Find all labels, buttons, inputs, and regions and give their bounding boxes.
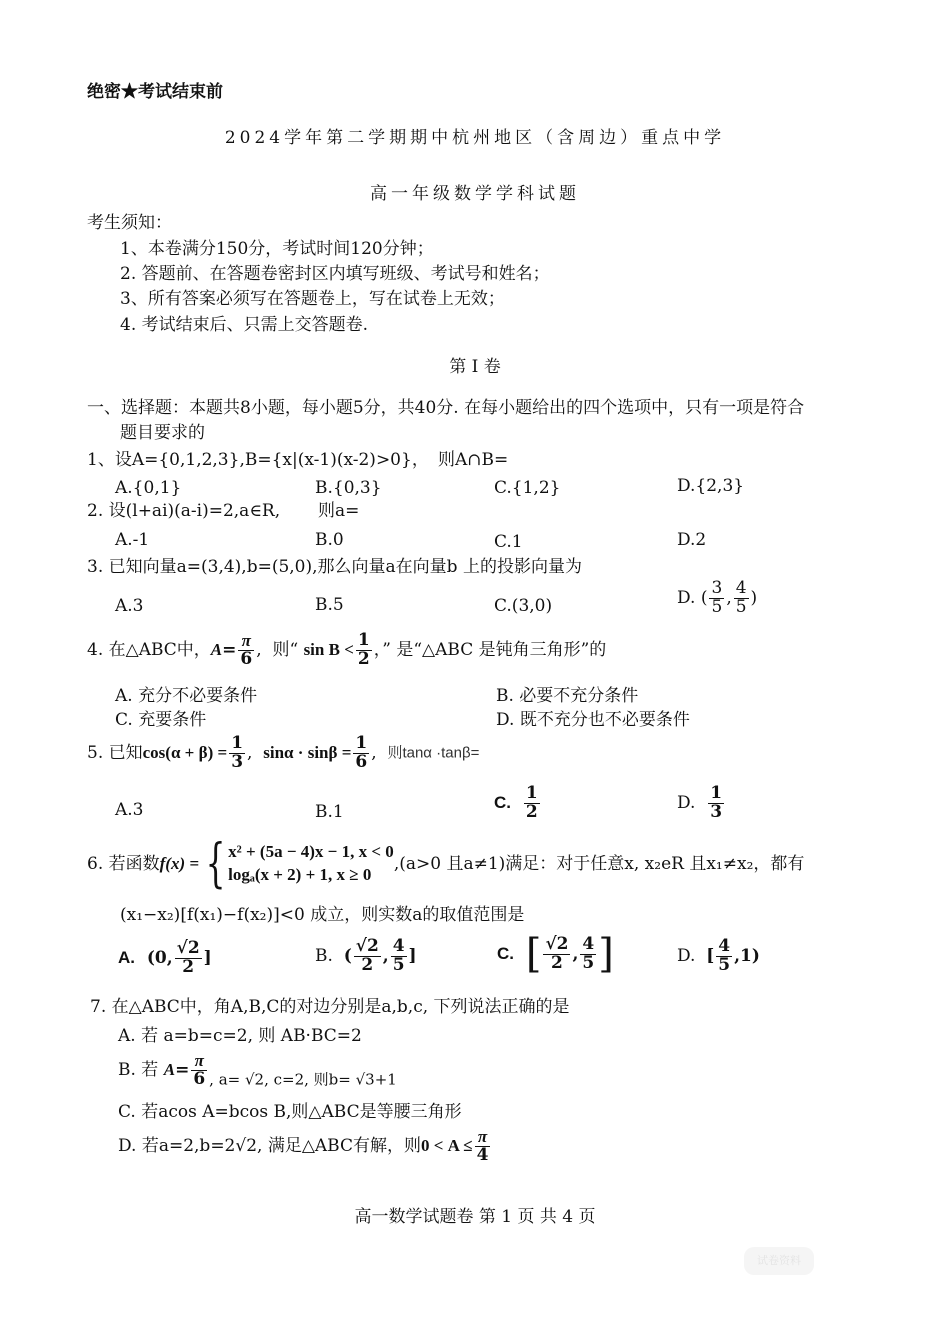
q6-piecewise-brace: { (205, 834, 226, 894)
q7-option-d-pi-over-4: $\frac{\pi}{4}$ (476, 1127, 489, 1165)
volume-title: 第 I 卷 (449, 357, 501, 377)
q6-piecewise: x² + (5a − 4)x − 1, x < 0 logₐ(x + 2) + 1, x ≥ 0 (228, 842, 394, 884)
q6-option-c: C. [ $\frac{√2}{2}$ , $\frac{4}{5}$ ] (497, 931, 614, 977)
q4-pi-over-6: $\frac{\pi}{6}$ (240, 631, 253, 669)
q4-option-b: B. 必要不充分条件 (496, 686, 639, 706)
q6-option-a-fraction: $\frac{√2}{2}$ (176, 938, 200, 977)
q2-ask: 则a= (318, 501, 360, 521)
q2-option-a: A.-1 (115, 530, 150, 550)
q4-stem: 4. 在△ABC中，A= $\frac{\pi}{6}$ , 则“ sin B < $\frac{1}{2}$ ，” 是“△ABC 是钝角三角形”的 (87, 630, 607, 669)
q6-option-a: A. (0, $\frac{√2}{2}$ ] (118, 938, 212, 977)
q6-option-d: D. [ $\frac{4}{5}$ ,1) (677, 936, 760, 975)
q7-option-b-pi-over-6: $\frac{\pi}{6}$ (193, 1051, 206, 1089)
q1-option-c: C.{1,2} (494, 478, 561, 498)
section-instruction-line1: 一、选择题：本题共8小题，每小题5分，共40分. 在每小题给出的四个选项中，只有一项是符合 (87, 398, 805, 418)
q3-option-d-label: D. (677, 587, 696, 608)
q1-option-a: A.{0,1} (115, 478, 182, 498)
watermark-logo: 试卷资料 (744, 1247, 814, 1275)
section-instruction-line2: 题目要求的 (120, 423, 205, 443)
q7-option-c: C. 若acos A=bcos B,则△ABC是等腰三角形 (118, 1102, 462, 1122)
subject-title: 高一年级数学学科试题 (370, 184, 580, 204)
q3-option-b: B.5 (315, 595, 344, 615)
q6-option-d-fraction: $\frac{4}{5}$ (718, 936, 731, 975)
q6-option-b-fraction-2: $\frac{4}{5}$ (392, 936, 405, 975)
q2-option-b: B.0 (315, 530, 344, 550)
notice-title: 考生须知： (87, 213, 172, 233)
q5-option-a: A.3 (115, 800, 144, 820)
q5-option-d-fraction: $\frac{1}{3}$ (710, 783, 723, 822)
q6-option-c-fraction-1: $\frac{√2}{2}$ (545, 933, 569, 973)
q5-one-sixth: $\frac{1}{6}$ (355, 733, 368, 772)
q4-option-d: D. 既不充分也不必要条件 (496, 710, 690, 730)
notice-item-3: 3、所有答案必须写在答题卷上，写在试卷上无效； (120, 289, 505, 309)
secrecy-label: 绝密★考试结束前 (87, 82, 223, 102)
q1-ask: 则A∩B= (438, 450, 509, 470)
q4-option-a: A. 充分不必要条件 (115, 686, 258, 706)
notice-item-4: 4. 考试结束后、只需上交答题卷. (120, 315, 369, 335)
q3-option-a: A.3 (115, 596, 144, 616)
page-footer: 高一数学试题卷 第 1 页 共 4 页 (354, 1207, 596, 1227)
q3-option-d-fraction-1: $\frac{3}{5}$ (711, 578, 723, 617)
q5-stem: 5. 已知cos(α + β) = $\frac{1}{3}$ , sinα · sinβ = $\frac{1}{6}$ , 则tanα ·tanβ= (87, 733, 480, 772)
q3-option-c: C.(3,0) (494, 596, 553, 616)
q7-option-d: D. 若a=2,b=2√2, 满足△ABC有解，则0 < A ≤ $\frac{\pi}{4}$ (118, 1127, 489, 1165)
q6-line2: (x₁−x₂)[f(x₁)−f(x₂)]<0 成立，则实数a的取值范围是 (120, 905, 525, 925)
q1-option-d: D.{2,3} (677, 476, 745, 496)
q5-option-d: D. $\frac{1}{3}$ (677, 783, 723, 822)
q7-stem: 7. 在△ABC中，角A,B,C的对边分别是a,b,c, 下列说法正确的是 (90, 997, 570, 1017)
q6-option-c-fraction-2: $\frac{4}{5}$ (582, 933, 595, 973)
q7-option-b: B. 若 A= $\frac{\pi}{6}$ , a= √2, c=2, 则b= √3+1 (118, 1051, 397, 1089)
q6-option-b: B. ( $\frac{√2}{2}$ , $\frac{4}{5}$ ] (315, 936, 417, 975)
q6-option-b-fraction-1: $\frac{√2}{2}$ (355, 936, 379, 975)
notice-item-2: 2. 答题前、在答题卷密封区内填写班级、考试号和姓名； (120, 264, 550, 284)
q2-option-d: D.2 (677, 530, 707, 550)
q3-option-d-fraction-2: $\frac{4}{5}$ (735, 578, 747, 617)
q5-option-b: B.1 (315, 802, 344, 822)
q1-option-b: B.{0,3} (315, 478, 382, 498)
exam-title: 2024学年第二学期期中杭州地区（含周边）重点中学 (224, 128, 726, 148)
q5-one-third: $\frac{1}{3}$ (231, 733, 244, 772)
q4-option-c: C. 充要条件 (115, 710, 207, 730)
q5-option-c: C. $\frac{1}{2}$ (494, 783, 538, 822)
q6-stem: 6. 若函数f(x) = { x² + (5a − 4)x − 1, x < 0 logₐ(x + 2) + 1, x ≥ 0 ,(a>0 且a≠1)满足：对于任意x, x₂eR 且x₁≠x₂，都有 (87, 834, 805, 894)
q7-option-a: A. 若 a=b=c=2, 则 AB·BC=2 (118, 1026, 362, 1046)
q2-option-c: C.1 (494, 532, 523, 552)
q4-one-half: $\frac{1}{2}$ (357, 630, 370, 669)
q2-stem: 2. 设(l+ai)(a-i)=2,a∈R, (87, 501, 281, 521)
q5-option-c-fraction: $\frac{1}{2}$ (525, 783, 538, 822)
q3-stem: 3. 已知向量a=(3,4),b=(5,0),那么向量a在向量b 上的投影向量为 (87, 557, 582, 577)
q1-stem: 1、设A={0,1,2,3},B={x|(x-1)(x-2)>0}， (87, 450, 429, 470)
notice-item-1: 1、本卷满分150分，考试时间120分钟； (120, 239, 434, 259)
q3-option-d: D. ( $\frac{3}{5}$ , $\frac{4}{5}$ ) (677, 578, 758, 617)
